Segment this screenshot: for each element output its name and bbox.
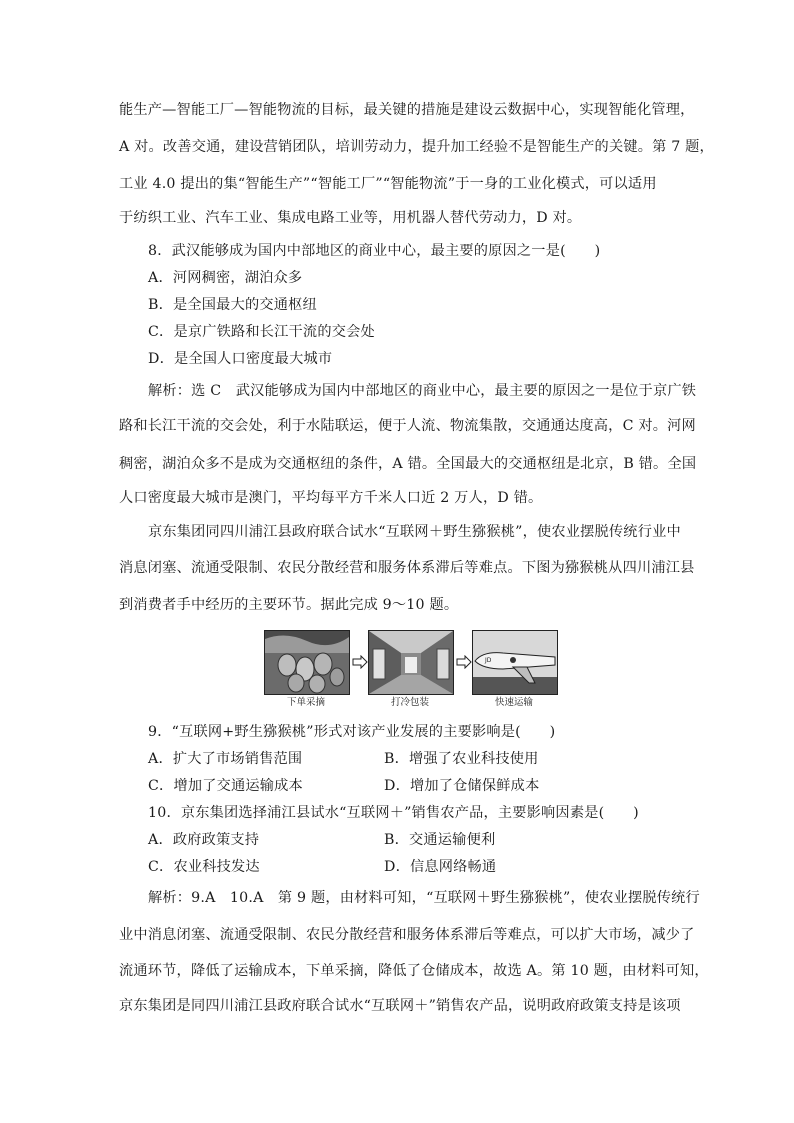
analysis-line: 流通环节，降低了运输成本，下单采摘，降低了仓储成本，故选 A。第 10 题，由材料可知， — [119, 963, 709, 979]
q10-option-b: B．交通运输便利 — [384, 832, 496, 848]
material-line: 消息闭塞、流通受限制、农民分散经营和服务体系滞后等难点。下图为猕猴桃从四川浦江县 — [119, 560, 695, 576]
analysis-line: 京东集团是同四川浦江县政府联合试水“互联网＋”销售农产品，说明政府政策支持是该项 — [119, 998, 681, 1014]
right-arrow-icon — [456, 655, 472, 669]
figure-caption: 打冷包装 — [390, 697, 429, 708]
material-line: 到消费者手中经历的主要环节。据此完成 9～10 题。 — [119, 597, 459, 613]
q8-option-c: C．是京广铁路和长江干流的交会处 — [148, 324, 375, 340]
process-figure — [264, 630, 554, 710]
analysis-line: 业中消息闭塞、流通受限制、农民分散经营和服务体系滞后等难点，可以扩大市场，减少了 — [119, 927, 695, 943]
paragraph-line: 于纺织工业、汽车工业、集成电路工业等，用机器人替代劳动力，D 对。 — [119, 210, 582, 226]
q9-option-b: B．增强了农业科技使用 — [384, 751, 539, 767]
q8-option-d: D．是全国人口密度最大城市 — [148, 351, 333, 367]
cold-storage-photo — [368, 630, 454, 695]
analysis-line: 稠密，湖泊众多不是成为交通枢纽的条件，A 错。全国最大的交通枢纽是北京，B 错。全国 — [119, 456, 697, 472]
paragraph-line: 能生产—智能工厂—智能物流的目标，最关键的措施是建设云数据中心，实现智能化管理， — [119, 102, 695, 118]
figure-caption: 快速运输 — [494, 697, 533, 708]
q10-option-c: C．农业科技发达 — [148, 859, 260, 875]
right-arrow-icon — [352, 655, 368, 669]
question-10-stem: 10．京东集团选择浦江县试水“互联网＋”销售农产品，主要影响因素是( ) — [148, 805, 639, 821]
analysis-line: 解析：选 C 武汉能够成为国内中部地区的商业中心，最主要的原因之一是位于京广铁 — [148, 383, 697, 399]
q8-option-a: A．河网稠密，湖泊众多 — [148, 270, 303, 286]
svg-text:JD: JD — [485, 657, 492, 664]
question-8-stem: 8．武汉能够成为国内中部地区的商业中心，最主要的原因之一是( ) — [148, 243, 601, 259]
paragraph-line: A 对。改善交通，建设营销团队，培训劳动力，提升加工经验不是智能生产的关键。第 7 题， — [119, 139, 714, 155]
material-line: 京东集团同四川浦江县政府联合试水“互联网＋野生猕猴桃”，使农业摆脱传统行业中 — [148, 524, 681, 540]
paragraph-line: 工业 4.0 提出的集“智能生产”“智能工厂”“智能物流”于一身的工业化模式，可以适用 — [119, 176, 657, 192]
analysis-line: 路和长江干流的交会处，利于水陆联运，便于人流、物流集散，交通通达度高，C 对。河网 — [119, 418, 696, 434]
figure-caption: 下单采摘 — [286, 697, 325, 708]
q9-option-d: D．增加了仓储保鲜成本 — [384, 778, 540, 794]
question-9-stem: 9．“互联网+野生猕猴桃”形式对该产业发展的主要影响是( ) — [148, 724, 556, 740]
analysis-line: 人口密度最大城市是澳门，平均每平方千米人口近 2 万人，D 错。 — [119, 490, 543, 506]
kiwi-picking-photo — [264, 630, 350, 695]
q10-option-d: D．信息网络畅通 — [384, 859, 497, 875]
analysis-line: 解析：9.A 10.A 第 9 题，由材料可知，“互联网＋野生猕猴桃”，使农业摆脱传统行 — [148, 890, 700, 906]
cargo-plane-photo — [472, 630, 558, 695]
q9-option-a: A．扩大了市场销售范围 — [148, 751, 303, 767]
q10-option-a: A．政府政策支持 — [148, 832, 260, 848]
q9-option-c: C．增加了交通运输成本 — [148, 778, 303, 794]
q8-option-b: B．是全国最大的交通枢纽 — [148, 297, 317, 313]
